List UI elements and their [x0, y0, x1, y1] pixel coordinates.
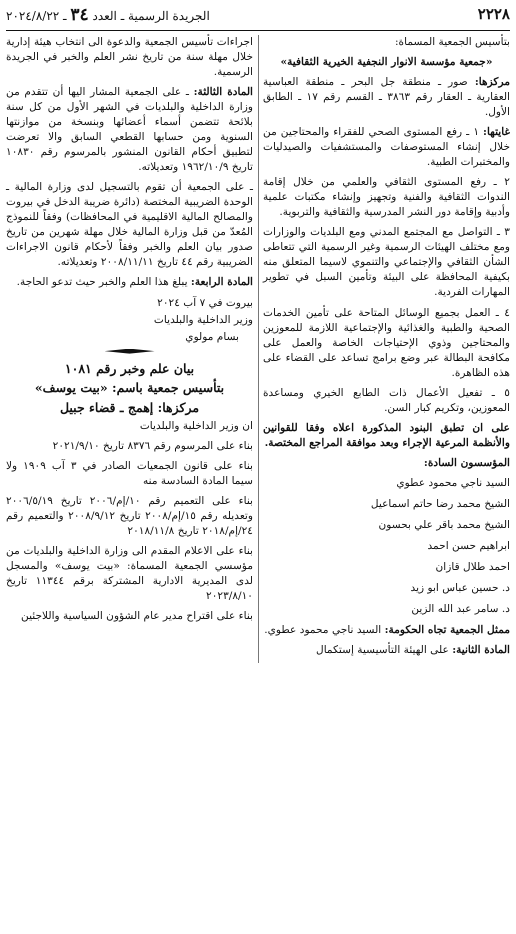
notice-2-para: بناء على اقتراح مدير عام الشؤون السياسية واللاجئين [21, 610, 253, 623]
hq-paragraph [263, 75, 510, 120]
journal-info [6, 3, 210, 27]
section-divider [6, 349, 253, 354]
article-3-text: ـ على الجمعية المشار اليها أن تتقدم من وزارة الداخلية والبلديات في الشهر الأول من كل سنة بلائحة تتضمن أسماء أعضائها وبنسخة من موازنتها السنوية ومن حسابها القطعي السابق والا تعرضت لتطبيق أحكام القانون المنشور بالمرسوم رقم ١٠٨٣٠ تاريخ ١٩٦٢/١٠/٩ وتعديلاته. [6, 86, 253, 174]
condition-text: على ان تطبق البنود المذكورة اعلاه وفقا للقوانين والأنظمة المرعية الإجراء وبعد موافقة المراجع المختصة. [263, 421, 510, 449]
page-header [6, 0, 510, 31]
article-4-paragraph [6, 275, 253, 290]
sign-minister-title: وزير الداخلية والبلديات [153, 313, 253, 326]
right-column [263, 35, 510, 663]
association-name: «جمعية مؤسسة الانوار النجفية الخيرية الثقافية» [280, 56, 493, 69]
columns [6, 35, 510, 663]
article-4-text: يبلغ هذا العلم والخبر حيث تدعو الحاجة. [16, 276, 188, 289]
founder-item: السيد ناجي محمود عطوي [396, 476, 510, 489]
notice-2-hq: مركزها: إهمج ـ قضاء جبيل [59, 400, 200, 416]
article-3-label: المادة الثالثة: [193, 86, 253, 99]
goal-4: ٤ ـ العمل بجميع الوسائل المتاحة على تأمين الخدمات الصحية والطبية والغذائية والإجتماعية اللازمة للمعوزين والمحتاجين وذوي الإحتياجات الخاصة والعمل على مكافحة البطالة عبر وضع برامج تساعد على القضاء على هذه الظاهرة. [263, 306, 510, 379]
representative-text: السيد ناجي محمود عطوي. [264, 624, 382, 637]
hq-label: مركزها: [474, 76, 510, 89]
article-2-paragraph [263, 643, 510, 658]
representative-paragraph [263, 623, 510, 638]
founder-item: الشيخ محمد رضا حاتم اسماعيل [370, 497, 510, 510]
article-3-paragraph [6, 85, 253, 175]
goal-3: ٣ ـ التواصل مع المجتمع المدني ومع البلديات والوزارات ومع مختلف الهيئات الرسمية وغير الرسمية التي تتعاطى الشأن الثقافي والإجتماعي والتنموي لاسيما المتعلق منه بكيفية المحافظة على البيئة وتأمين السبل في تطوير المهارات الفردية. [263, 226, 510, 299]
intro-text: بتأسيس الجمعية المسماة: [394, 36, 510, 48]
issue-date: ـ ٢٠٢٤/٨/٢٢ [6, 8, 67, 23]
goals-label: غايتها: [483, 126, 510, 139]
divider-ornament [105, 349, 155, 354]
page-number: ٢٢٢٨ [477, 5, 510, 24]
goal-5: ٥ ـ تفعيل الأعمال ذات الطابع الخيري ومساعدة المعوزين، وتكريم كبار السن. [263, 386, 510, 414]
article-2-text: على الهيئة التأسيسية إستكمال [316, 644, 449, 657]
founder-item: د. حسين عباس ابو زيد [410, 581, 510, 594]
article-2-label: المادة الثانية: [452, 644, 510, 657]
column-divider [258, 35, 259, 663]
notice-2-para: ان وزير الداخلية والبلديات [139, 419, 253, 432]
founders-list [263, 476, 510, 617]
sign-place-date: بيروت في ٧ آب ٢٠٢٤ [157, 296, 253, 309]
article-3-text-2: ـ على الجمعية أن تقوم بالتسجيل لدى وزارة المالية ـ الوحدة الضريبية المختصة (دائرة ضريبة الدخل في بيروت والمصالح المالية الاقليمية في المحافظات) وفقاً للنموذج المُعدّ من قبل وزارة المالية خلال مهلة شهرين من تاريخ صدور بيان العلم والخبر وفقاً لأحكام قانون الاجراءات الضريبية رقم ٤٤ تاريخ ٢٠٠٨/١١/١١ وتعديلاته. [6, 181, 253, 269]
hq-text: صور ـ منطقة جل البحر ـ منطقة العباسية العقارية ـ العقار رقم ٣٨٦٣ ـ القسم رقم ١٧ ـ الطابق الأول. [263, 76, 510, 119]
goals-paragraph [263, 125, 510, 170]
notice-2-subtitle: بتأسيس جمعية باسم: «بيت يوسف» [34, 380, 225, 396]
notice-2-para: بناء على التعميم رقم ١٠/إم/٢٠٠٦ تاريخ ٢٠٠٦/٥/١٩ وتعديله رقم ١٥/إم/٢٠٠٨ تاريخ ٢٠٠٨/٩/١٢ والتعميم رقم ٢٤/إم/٢٠١٨ تاريخ ٢٠١٨/١١/٨ [6, 494, 253, 538]
goal-1: ١ ـ رفع المستوى الصحي للفقراء والمحتاجين من خلال إنشاء المستوصفات والمستشفيات والصيدليات والمختبرات الطبية. [263, 126, 510, 169]
founder-item: الشيخ محمد باقر علي بحسون [378, 518, 510, 531]
sign-minister-name: بسام مولوي [185, 330, 239, 343]
notice-2-para: بناء على الاعلام المقدم الى وزارة الداخلية والبلديات من مؤسسي الجمعية المسماة: «بيت يوسف» والمسجل لدى المديرية الادارية المشتركة برقم ١١٣٤٤ تاريخ ٢٠٢٣/٨/١٠ [6, 545, 253, 603]
founder-item: د. سامر عبد الله الزين [411, 603, 510, 615]
notice-2-title: بيان علم وخبر رقم ١٠٨١ [64, 360, 195, 376]
goal-2: ٢ ـ رفع المستوى الثقافي والعلمي من خلال إقامة الندوات الثقافية والفنية وتجهيز وإنشاء مكتبات علمية وأدبية وإقامة دور النشر المدرسية والثقافية والتربوية. [263, 176, 510, 219]
founder-item: ابراهيم حسن احمد [427, 539, 510, 552]
notice-2-para: بناء على قانون الجمعيات الصادر في ٣ آب ١٩٠٩ ولا سيما المادة السادسة منه [6, 459, 253, 487]
representative-label: ممثل الجمعية تجاه الحكومة: [384, 624, 510, 637]
issue-number: ٣٤ [70, 4, 89, 25]
founders-label: المؤسسون السادة: [423, 456, 510, 469]
left-column [6, 35, 253, 663]
journal-title: الجريدة الرسمية ـ العدد [92, 8, 210, 23]
notice-2-para: بناء على المرسوم رقم ٨٣٧٦ تاريخ ٢٠٢١/٩/١٠ [52, 439, 253, 452]
continuation-text: اجراءات تأسيس الجمعية والدعوة الى انتخاب هيئة إدارية خلال مهلة سنة من تاريخ نشر العلم والخبر في الجريدة الرسمية. [6, 36, 253, 79]
founder-item: احمد طلال قازان [435, 560, 510, 573]
article-4-label: المادة الرابعة: [190, 276, 253, 289]
